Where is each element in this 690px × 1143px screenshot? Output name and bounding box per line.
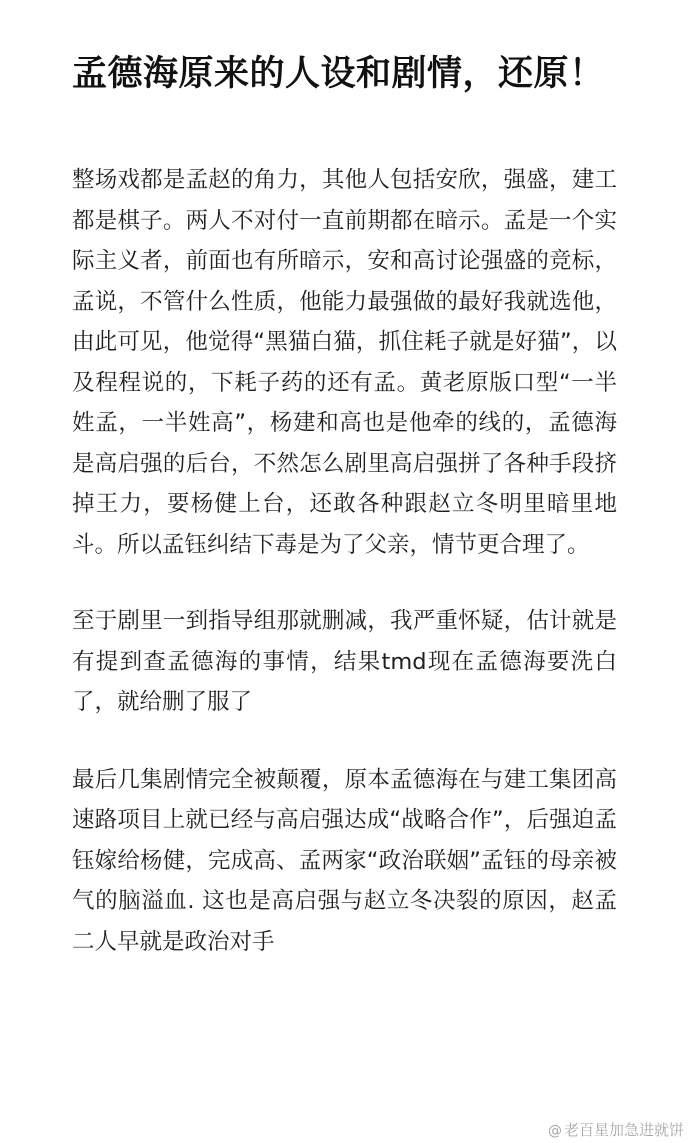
article-paragraph-3: 最后几集剧情完全被颠覆，原本孟德海在与建工集团高速路项目上就已经与高启强达成“战略合作”，后强迫孟钰嫁给杨健，完成高、孟两家“政治联姻”孟钰的母亲被气的脑溢血. 这也是高启强与赵立冬决裂的原因，赵孟二人早就是政治对手 bbox=[72, 766, 617, 955]
weibo-icon: @ bbox=[547, 1123, 562, 1139]
article-title: 孟德海原来的人设和剧情，还原！ bbox=[72, 54, 605, 94]
article-paragraph-2: 至于剧里一到指导组那就删减，我严重怀疑，估计就是有提到查孟德海的事情，结果tmd现在孟德海要洗白了，就给删了服了 bbox=[72, 608, 617, 715]
article bbox=[72, 0, 617, 962]
watermark bbox=[548, 1120, 684, 1141]
watermark-text: 老百星加急进就饼 bbox=[563, 1121, 684, 1139]
article-paragraph-1: 整场戏都是孟赵的角力，其他人包括安欣，强盛，建工都是棋子。两人不对付一直前期都在暗示。孟是一个实际主义者，前面也有所暗示，安和高讨论强盛的竞标，孟说，不管什么性质，他能力最强做的最好我就选他，由此可见，他觉得“黑猫白猫，抓住耗子就是好猫”，以及程程说的，下耗子药的还有孟。黄老原版口型“一半姓孟，一半姓高”，杨建和高也是他牵的线的，孟德海是高启强的后台，不然怎么剧里高启强拼了各种手段挤掉王力，要杨健上台，还敢各种跟赵立冬明里暗里地斗。所以孟钰纠结下毒是为了父亲，情节更合理了。 bbox=[72, 167, 617, 558]
